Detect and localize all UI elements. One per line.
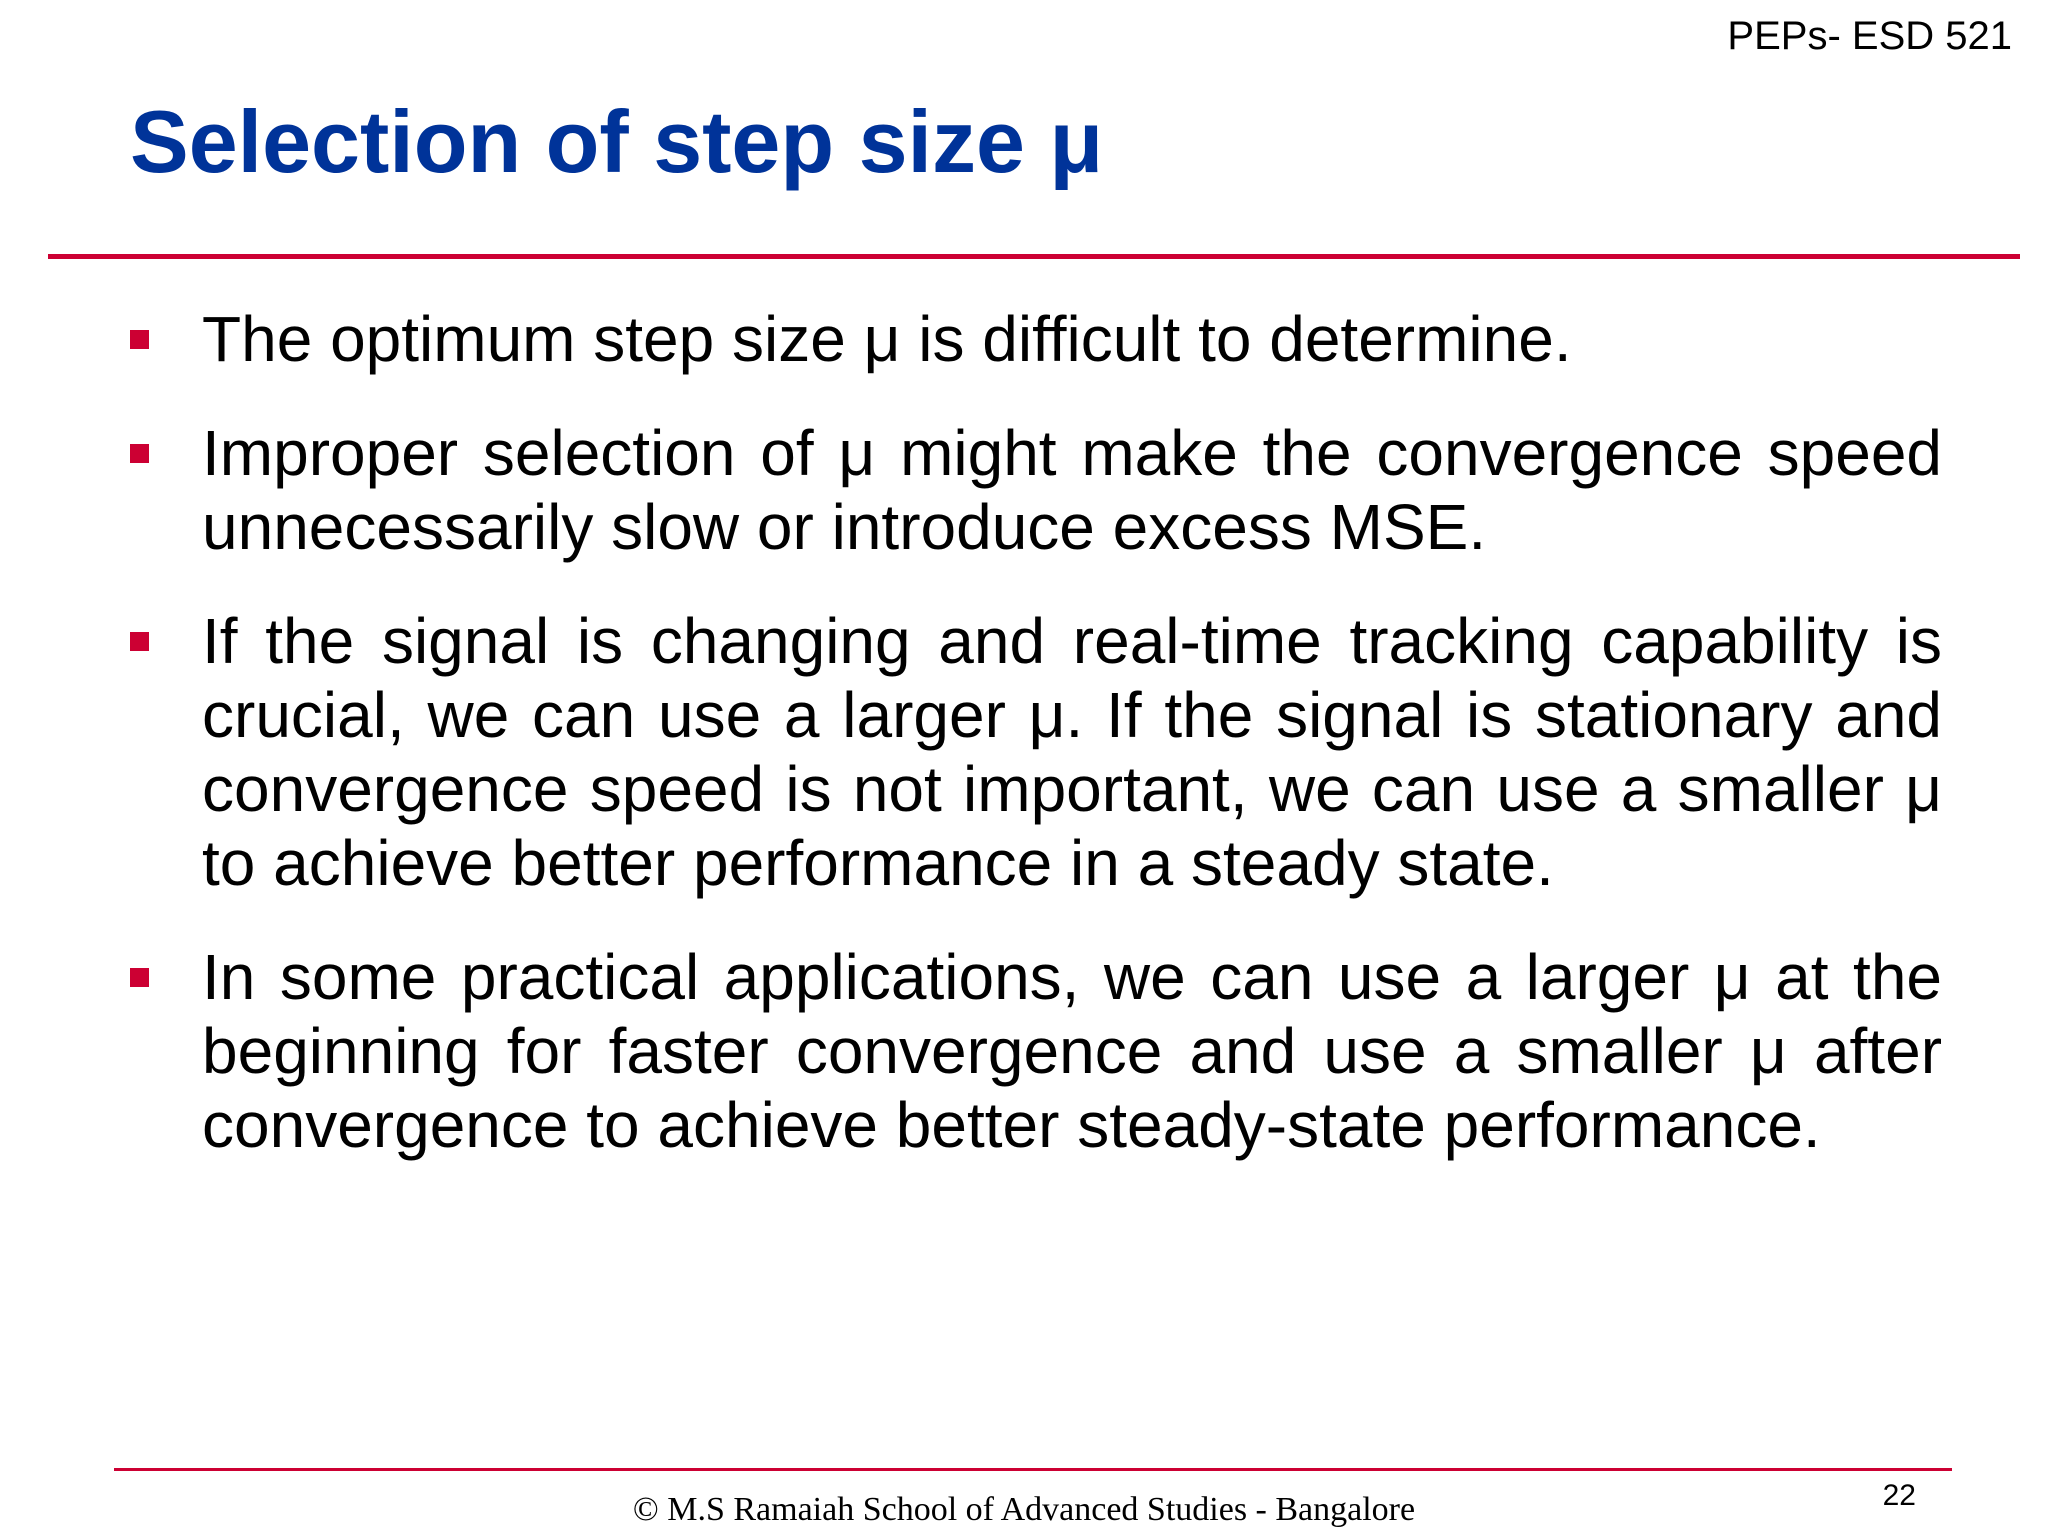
bullet-text: The optimum step size μ is difficult to determine. xyxy=(202,303,1572,375)
page-number: 22 xyxy=(1882,1479,1916,1512)
bullet-item xyxy=(202,416,1942,564)
bullet-text: If the signal is changing and real-time tracking capability is crucial, we can use a larger μ. If the signal is stationary and convergence speed is not important, we can use a smaller μ to achieve better performance in a steady state. xyxy=(202,605,1942,899)
title-divider xyxy=(48,254,2020,259)
square-bullet-icon xyxy=(130,968,149,987)
bullet-text: Improper selection of μ might make the convergence speed unnecessarily slow or introduce excess MSE. xyxy=(202,417,1942,563)
square-bullet-icon xyxy=(130,444,149,463)
bullet-text: In some practical applications, we can use a larger μ at the beginning for faster convergence and use a smaller μ after convergence to achieve better steady-state performance. xyxy=(202,941,1942,1161)
bullet-item xyxy=(202,604,1942,900)
square-bullet-icon xyxy=(130,330,149,349)
bullet-list xyxy=(202,302,1942,1202)
bullet-item xyxy=(202,302,1942,376)
square-bullet-icon xyxy=(130,632,149,651)
footer-divider xyxy=(114,1468,1952,1471)
course-code: PEPs- ESD 521 xyxy=(1727,14,2012,58)
footer-copyright: © M.S Ramaiah School of Advanced Studies - Bangalore xyxy=(632,1491,1416,1528)
slide-title: Selection of step size μ xyxy=(130,92,1104,191)
bullet-item xyxy=(202,940,1942,1162)
